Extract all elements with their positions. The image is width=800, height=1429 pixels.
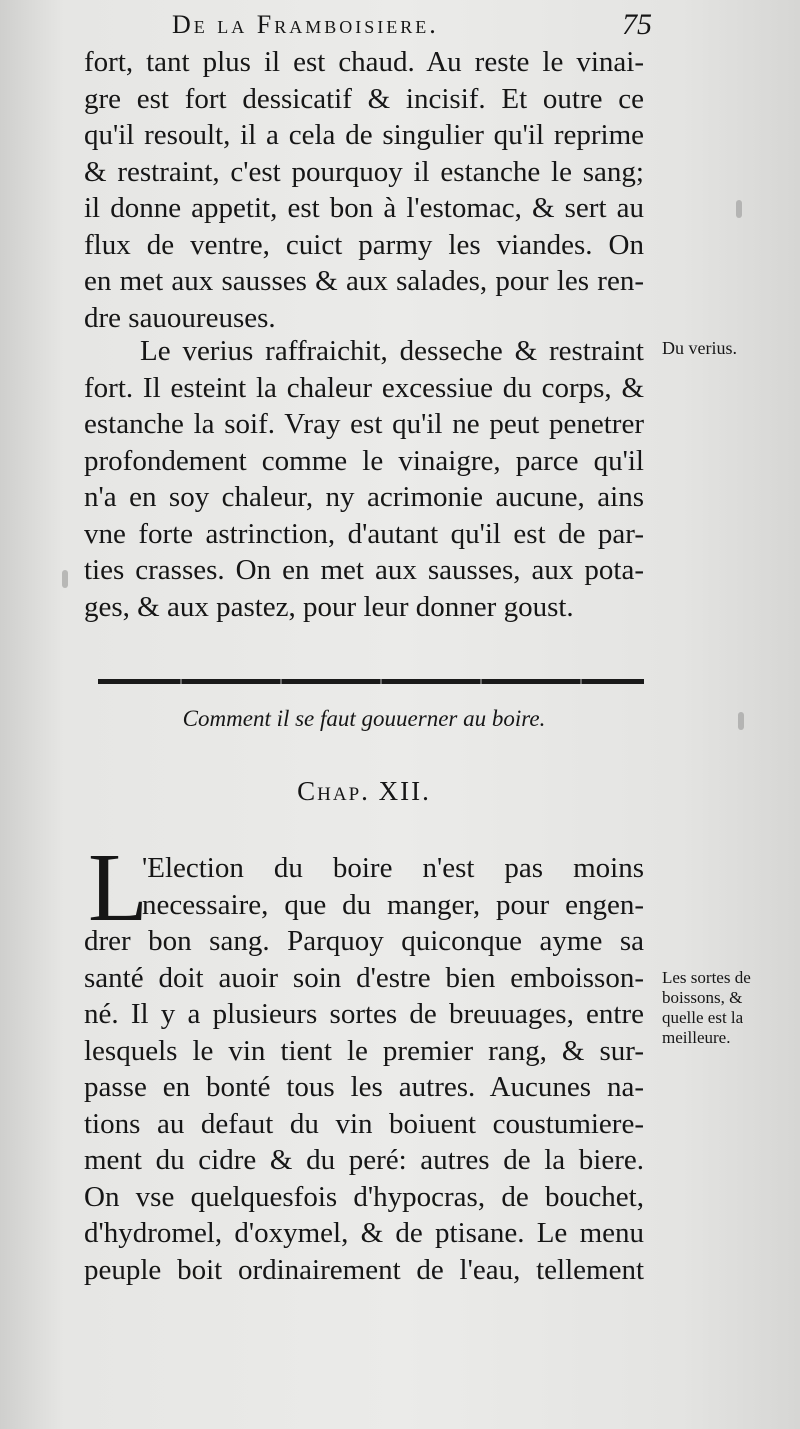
text-line: né. Il y a plusieurs sortes de breuuages, entre [84,998,644,1030]
text-line: On vse quelquesfois d'hypocras, de bouchet, [84,1180,644,1213]
running-head: De la Framboisiere. [172,10,439,39]
text-line: 'Election du boire n'est pas moins [142,852,644,884]
text-line: ties crasses. On en met aux sausses, aux pota- [84,554,644,586]
text-line: drer bon sang. Parquoy quiconque ayme sa [84,925,644,957]
text-line: qu'il resoult, il a cela de singulier qu'il reprime [84,119,644,151]
text-line: & restraint, c'est pourquoy il estanche le sang; [84,155,644,188]
text-line: gre est fort dessicatif & incisif. Et outre ce [84,82,644,115]
text-line: fort. Il esteint la chaleur excessiue du corps, & [84,371,644,404]
margin-note-line: quelle est la [662,1008,744,1027]
text-line: peuple boit ordinairement de l'eau, tellement [84,1253,644,1286]
paragraph-verius [84,333,644,625]
text-line: ges, & aux pastez, pour leur donner goust. [84,590,574,623]
text-line: profondement comme le vinaigre, parce qu'il [84,444,644,477]
text-line: d'hydromel, d'oxymel, & de ptisane. Le menu [84,1217,644,1249]
text-line: ment du cidre & du peré: autres de la biere. [84,1144,644,1176]
paragraph-vinegar [84,44,644,336]
margin-note-verius: Du verius. [662,338,737,358]
margin-note-line: meilleure. [662,1028,731,1047]
text-line: lesquels le vin tient le premier rang, & sur- [84,1034,644,1067]
text-line: necessaire, que du manger, pour engen- [142,888,644,921]
text-line: en met aux sausses & aux salades, pour les ren- [84,265,644,297]
text-line: Le verius raffraichit, desseche & restraint [140,335,644,367]
text-line: flux de ventre, cuict parmy les viandes. On [84,228,644,261]
text-line: passe en bonté tous les autres. Aucunes na- [84,1071,644,1103]
text-line: tions au defaut du vin boiuent coustumiere- [84,1107,644,1140]
margin-note-line: boissons, & [662,988,743,1007]
ink-mark [62,570,68,588]
chapter-title: Comment il se faut gouuerner au boire. [182,706,546,731]
ink-mark [738,712,744,730]
page-number: 75 [622,8,652,41]
ink-mark [736,200,742,218]
chapter-number: Chap. XII. [297,776,431,806]
text-line: estanche la soif. Vray est qu'il ne peut penetrer [84,408,644,440]
margin-note-line: Les sortes de [662,968,751,987]
section-divider [98,679,644,684]
text-line: santé doit auoir soin d'estre bien emboisson- [84,961,644,994]
text-line: fort, tant plus il est chaud. Au reste le vinai- [84,46,644,78]
text-line: n'a en soy chaleur, ny acrimonie aucune, ains [84,481,644,513]
text-line: il donne appetit, est bon à l'estomac, & sert au [84,192,644,224]
page-header [172,6,652,46]
text-line: dre sauoureuses. [84,301,276,334]
margin-note-boissons [662,968,792,1048]
drop-cap: L [88,834,148,942]
text-line: vne forte astrinction, d'autant qu'il est de par- [84,517,644,550]
paragraph-drinks [84,850,644,1288]
